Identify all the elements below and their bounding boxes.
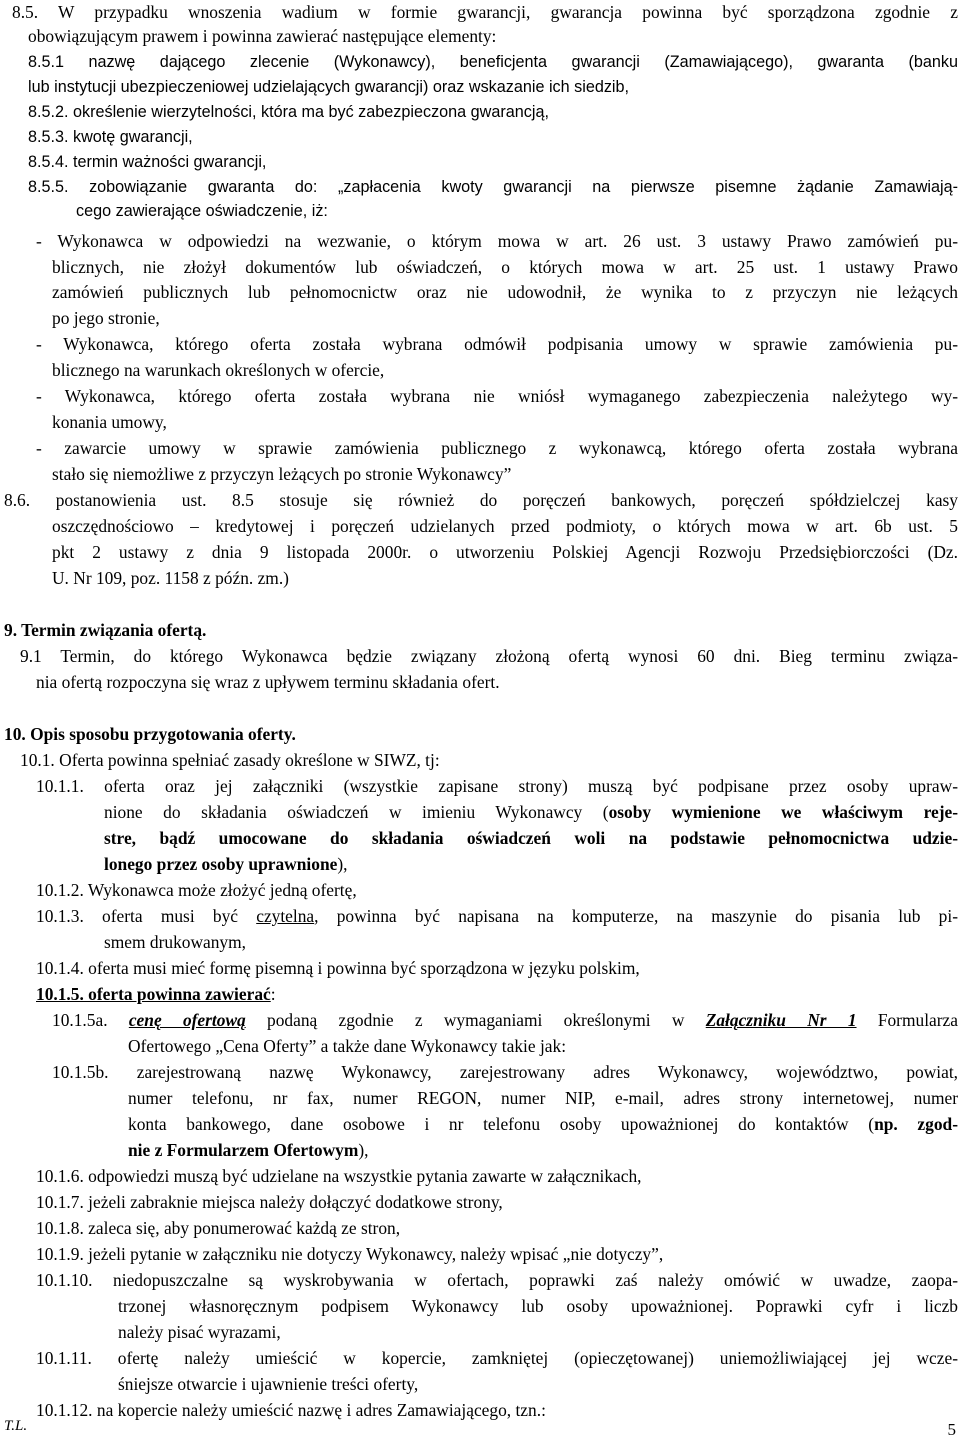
item-10-1-6: 10.1.6. odpowiedzi muszą być udzielane na wszystkie pytania zawarte w załącznikach,	[36, 1166, 642, 1186]
item-10-1-10-line3: należy pisać wyrazami,	[118, 1322, 281, 1342]
section-9-heading: 9. Termin związania ofertą.	[4, 620, 207, 640]
dash-1-line1: - Wykonawca w odpowiedzi na wezwanie, o którym mowa w art. 26 ust. 3 ustawy Prawo zamówień pu-	[36, 231, 958, 251]
dash-3-line1: - Wykonawca, którego oferta została wybrana nie wniósł wymaganego zabezpieczenia należytego wy-	[36, 386, 958, 406]
item-10-1-5: 10.1.5. oferta powinna zawierać:	[36, 984, 276, 1004]
item-8-5-2: 8.5.2. określenie wierzytelności, która ma być zabezpieczona gwarancją,	[28, 103, 549, 121]
para-8-5-line1: 8.5. W przypadku wnoszenia wadium w formie gwarancji, gwarancja powinna być sporządzona zgodnie z	[12, 2, 958, 22]
dash-1-line3: zamówień publicznych lub pełnomocnictw oraz nie udowodnił, że wynika to z przyczyn nie leżących	[52, 282, 958, 302]
item-10-1-10-line2: trzonej własnoręcznym podpisem Wykonawcy lub osoby upoważnionej. Poprawki cyfr i liczb	[118, 1296, 958, 1316]
item-8-5-5-line1: 8.5.5. zobowiązanie gwaranta do: „zapłacenia kwoty gwarancji na pierwsze pisemne żądanie Zamawiają-	[28, 178, 958, 196]
item-8-5-1-line1: 8.5.1 nazwę dającego zlecenie (Wykonawcy), beneficjenta gwarancji (Zamawiającego), gwaranta (banku	[28, 53, 958, 71]
item-10-1-5b-line1: 10.1.5b. zarejestrowaną nazwę Wykonawcy, zarejestrowany adres Wykonawcy, województwo, powiat,	[52, 1062, 958, 1082]
item-10-1-5a-line2: Ofertowego „Cena Oferty” a także dane Wykonawcy takie jak:	[128, 1036, 567, 1056]
para-9-1-line2: nia ofertą rozpoczyna się wraz z upływem terminu składania ofert.	[36, 672, 500, 692]
dash-4-line1: - zawarcie umowy w sprawie zamówienia publicznego z wykonawcą, którego oferta została wybrana	[36, 438, 958, 458]
footer-initials: T.L.	[4, 1418, 28, 1434]
dash-4-line2: stało się niemożliwe z przyczyn leżących po stronie Wykonawcy”	[52, 464, 512, 484]
item-10-1-1-line3: stre, bądź umocowane do składania oświadczeń woli na podstawie pełnomocnictwa udzie-	[104, 828, 958, 848]
item-10-1-12: 10.1.12. na kopercie należy umieścić nazwę i adres Zamawiającego, tzn.:	[36, 1400, 546, 1420]
para-8-6-line4: U. Nr 109, poz. 1158 z późn. zm.)	[52, 568, 289, 588]
item-10-1-5b-line2: numer telefonu, nr fax, numer REGON, numer NIP, e-mail, adres strony internetowej, numer	[128, 1088, 958, 1108]
item-10-1-2: 10.1.2. Wykonawca może złożyć jedną ofertę,	[36, 880, 357, 900]
dash-2-line2: blicznego na warunkach określonych w ofercie,	[52, 360, 385, 380]
para-9-1-line1: 9.1 Termin, do którego Wykonawca będzie związany złożoną ofertą wynosi 60 dni. Bieg terminu związa-	[20, 646, 958, 666]
page-number: 5	[947, 1420, 956, 1439]
item-10-1-7: 10.1.7. jeżeli zabraknie miejsca należy dołączyć dodatkowe strony,	[36, 1192, 503, 1212]
item-10-1-5b-line3: konta bankowego, dane osobowe i nr telefonu osoby upoważnionej do kontaktów (np. zgod-	[128, 1114, 958, 1134]
para-8-6-line3: pkt 2 ustawy z dnia 9 listopada 2000r. o utworzeniu Polskiej Agencji Rozwoju Przedsiębiorczości (Dz.	[52, 542, 958, 562]
item-8-5-5-line2: cego zawierające oświadczenie, iż:	[76, 202, 328, 220]
section-10-heading: 10. Opis sposobu przygotowania oferty.	[4, 724, 296, 744]
item-8-5-4: 8.5.4. termin ważności gwarancji,	[28, 153, 267, 171]
item-8-5-1-line2: lub instytucji ubezpieczeniowej udzielających gwarancji) oraz wskazanie ich siedzib,	[28, 78, 630, 96]
item-10-1-1-line2: nione do składania oświadczeń w imieniu Wykonawcy (osoby wymienione we właściwym reje-	[104, 802, 958, 822]
item-10-1-8: 10.1.8. zaleca się, aby ponumerować każdą ze stron,	[36, 1218, 401, 1238]
item-10-1-9: 10.1.9. jeżeli pytanie w załączniku nie dotyczy Wykonawcy, należy wpisać „nie dotyczy”,	[36, 1244, 664, 1264]
item-10-1-1-line4: lonego przez osoby uprawnione),	[104, 854, 348, 874]
item-10-1-10-line1: 10.1.10. niedopuszczalne są wyskrobywania w ofertach, poprawki zaś należy omówić w uwadze, zaopa-	[36, 1270, 958, 1290]
item-10-1-3-line1: 10.1.3. oferta musi być czytelna, powinna być napisana na komputerze, na maszynie do pisania lub pi-	[36, 906, 958, 926]
para-8-5-line2: obowiązującym prawem i powinna zawierać następujące elementy:	[28, 26, 497, 46]
item-10-1: 10.1. Oferta powinna spełniać zasady określone w SIWZ, tj:	[20, 750, 440, 770]
para-8-6-line1: 8.6. postanowienia ust. 8.5 stosuje się również do poręczeń bankowych, poręczeń spółdzielczej kasy	[4, 490, 958, 510]
item-8-5-3: 8.5.3. kwotę gwarancji,	[28, 128, 193, 146]
dash-1-line4: po jego stronie,	[52, 308, 160, 328]
item-10-1-1-line1: 10.1.1. oferta oraz jej załączniki (wszystkie zapisane strony) muszą być podpisane przez osoby upraw-	[36, 776, 958, 796]
item-10-1-5b-line4: nie z Formularzem Ofertowym),	[128, 1140, 369, 1160]
dash-2-line1: - Wykonawca, którego oferta została wybrana odmówił podpisania umowy w sprawie zamówienia pu-	[36, 334, 958, 354]
item-10-1-3-line2: smem drukowanym,	[104, 932, 247, 952]
item-10-1-11-line2: śniejsze otwarcie i ujawnienie treści oferty,	[118, 1374, 419, 1394]
dash-1-line2: blicznych, nie złożył dokumentów lub oświadczeń, o których mowa w art. 25 ust. 1 ustawy Prawo	[52, 257, 958, 277]
item-10-1-11-line1: 10.1.11. ofertę należy umieścić w kopercie, zamkniętej (opieczętowanej) uniemożliwiającej jej wcze-	[36, 1348, 958, 1368]
dash-3-line2: konania umowy,	[52, 412, 167, 432]
item-10-1-4: 10.1.4. oferta musi mieć formę pisemną i powinna być sporządzona w języku polskim,	[36, 958, 640, 978]
item-10-1-5a-line1: 10.1.5a. cenę ofertową podaną zgodnie z wymaganiami określonymi w Załączniku Nr 1 Formularza	[52, 1010, 958, 1030]
para-8-6-line2: oszczędnościowo – kredytowej i poręczeń udzielanych przed podmioty, o których mowa w art. 6b ust. 5	[52, 516, 958, 536]
